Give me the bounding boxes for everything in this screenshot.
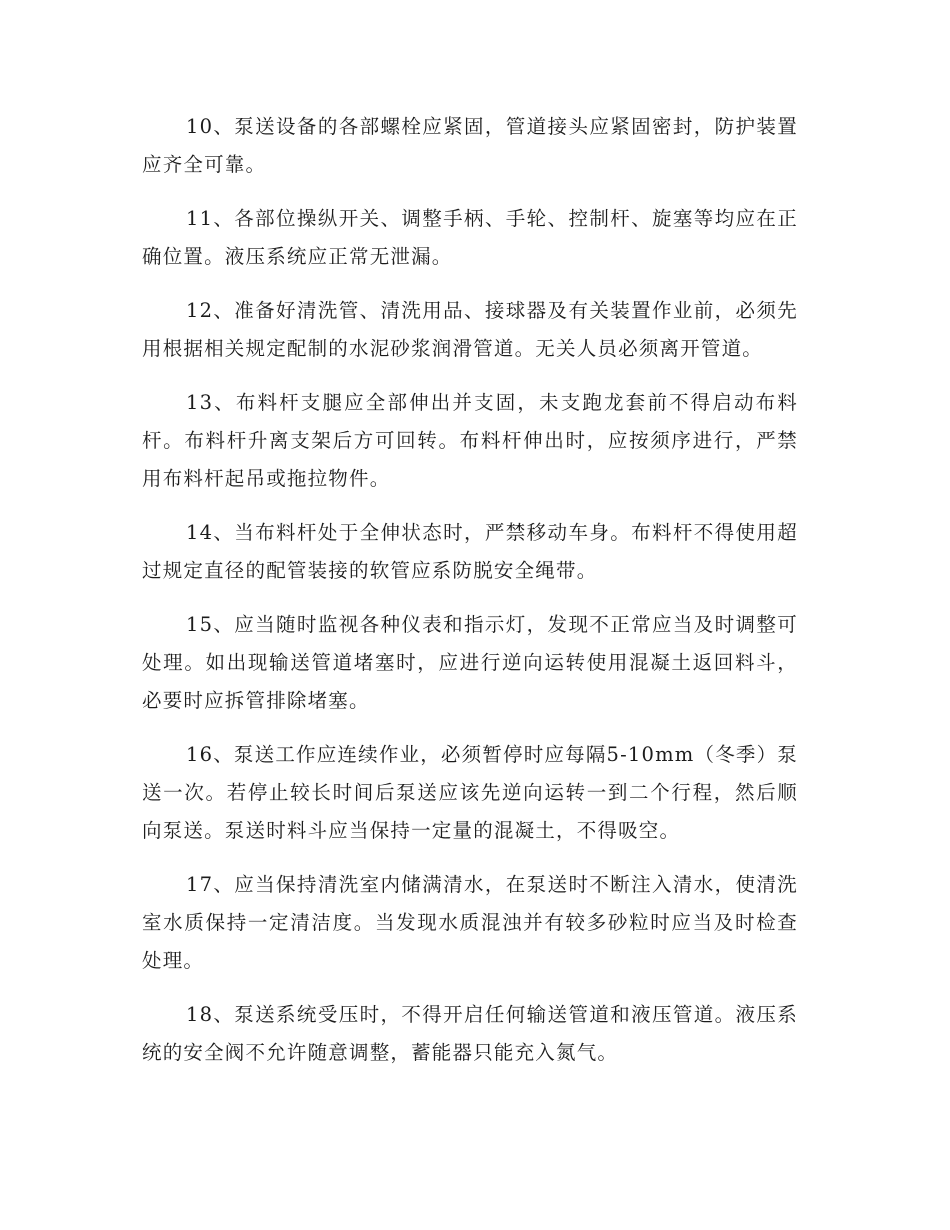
paragraph-item-16: 16、泵送工作应连续作业，必须暂停时应每隔5-10mm（冬季）泵送一次。若停止较长时间后泵送应该先逆向运转一到二个行程，然后顺向泵送。泵送时料斗应当保持一定量的混凝土，不得吸空。 bbox=[142, 743, 799, 842]
paragraph-item-11: 11、各部位操纵开关、调整手柄、手轮、控制杆、旋塞等均应在正确位置。液压系统应正常无泄漏。 bbox=[142, 207, 798, 268]
paragraph-item-15: 15、应当随时监视各种仪表和指示灯，发现不正常应当及时调整可处理。如出现输送管道堵塞时，应进行逆向运转使用混凝土返回料斗，必要时应拆管排除堵塞。 bbox=[142, 613, 798, 712]
document-body bbox=[142, 108, 798, 1088]
paragraph-item-10: 10、泵送设备的各部螺栓应紧固，管道接头应紧固密封，防护装置应齐全可靠。 bbox=[142, 115, 798, 176]
paragraph-item-12: 12、准备好清洗管、清洗用品、接球器及有关装置作业前，必须先用根据相关规定配制的水泥砂浆润滑管道。无关人员必须离开管道。 bbox=[142, 299, 798, 360]
paragraph-item-17: 17、应当保持清洗室内储满清水，在泵送时不断注入清水，使清洗室水质保持一定清洁度。当发现水质混浊并有较多砂粒时应当及时检查处理。 bbox=[142, 873, 798, 972]
paragraph-item-14: 14、当布料杆处于全伸状态时，严禁移动车身。布料杆不得使用超过规定直径的配管装接的软管应系防脱安全绳带。 bbox=[142, 521, 798, 582]
paragraph-item-18: 18、泵送系统受压时，不得开启任何输送管道和液压管道。液压系统的安全阀不允许随意调整，蓄能器只能充入氮气。 bbox=[142, 1003, 798, 1064]
paragraph-item-13: 13、布料杆支腿应全部伸出并支固，未支跑龙套前不得启动布料杆。布料杆升离支架后方可回转。布料杆伸出时，应按须序进行，严禁用布料杆起吊或拖拉物件。 bbox=[142, 391, 798, 490]
